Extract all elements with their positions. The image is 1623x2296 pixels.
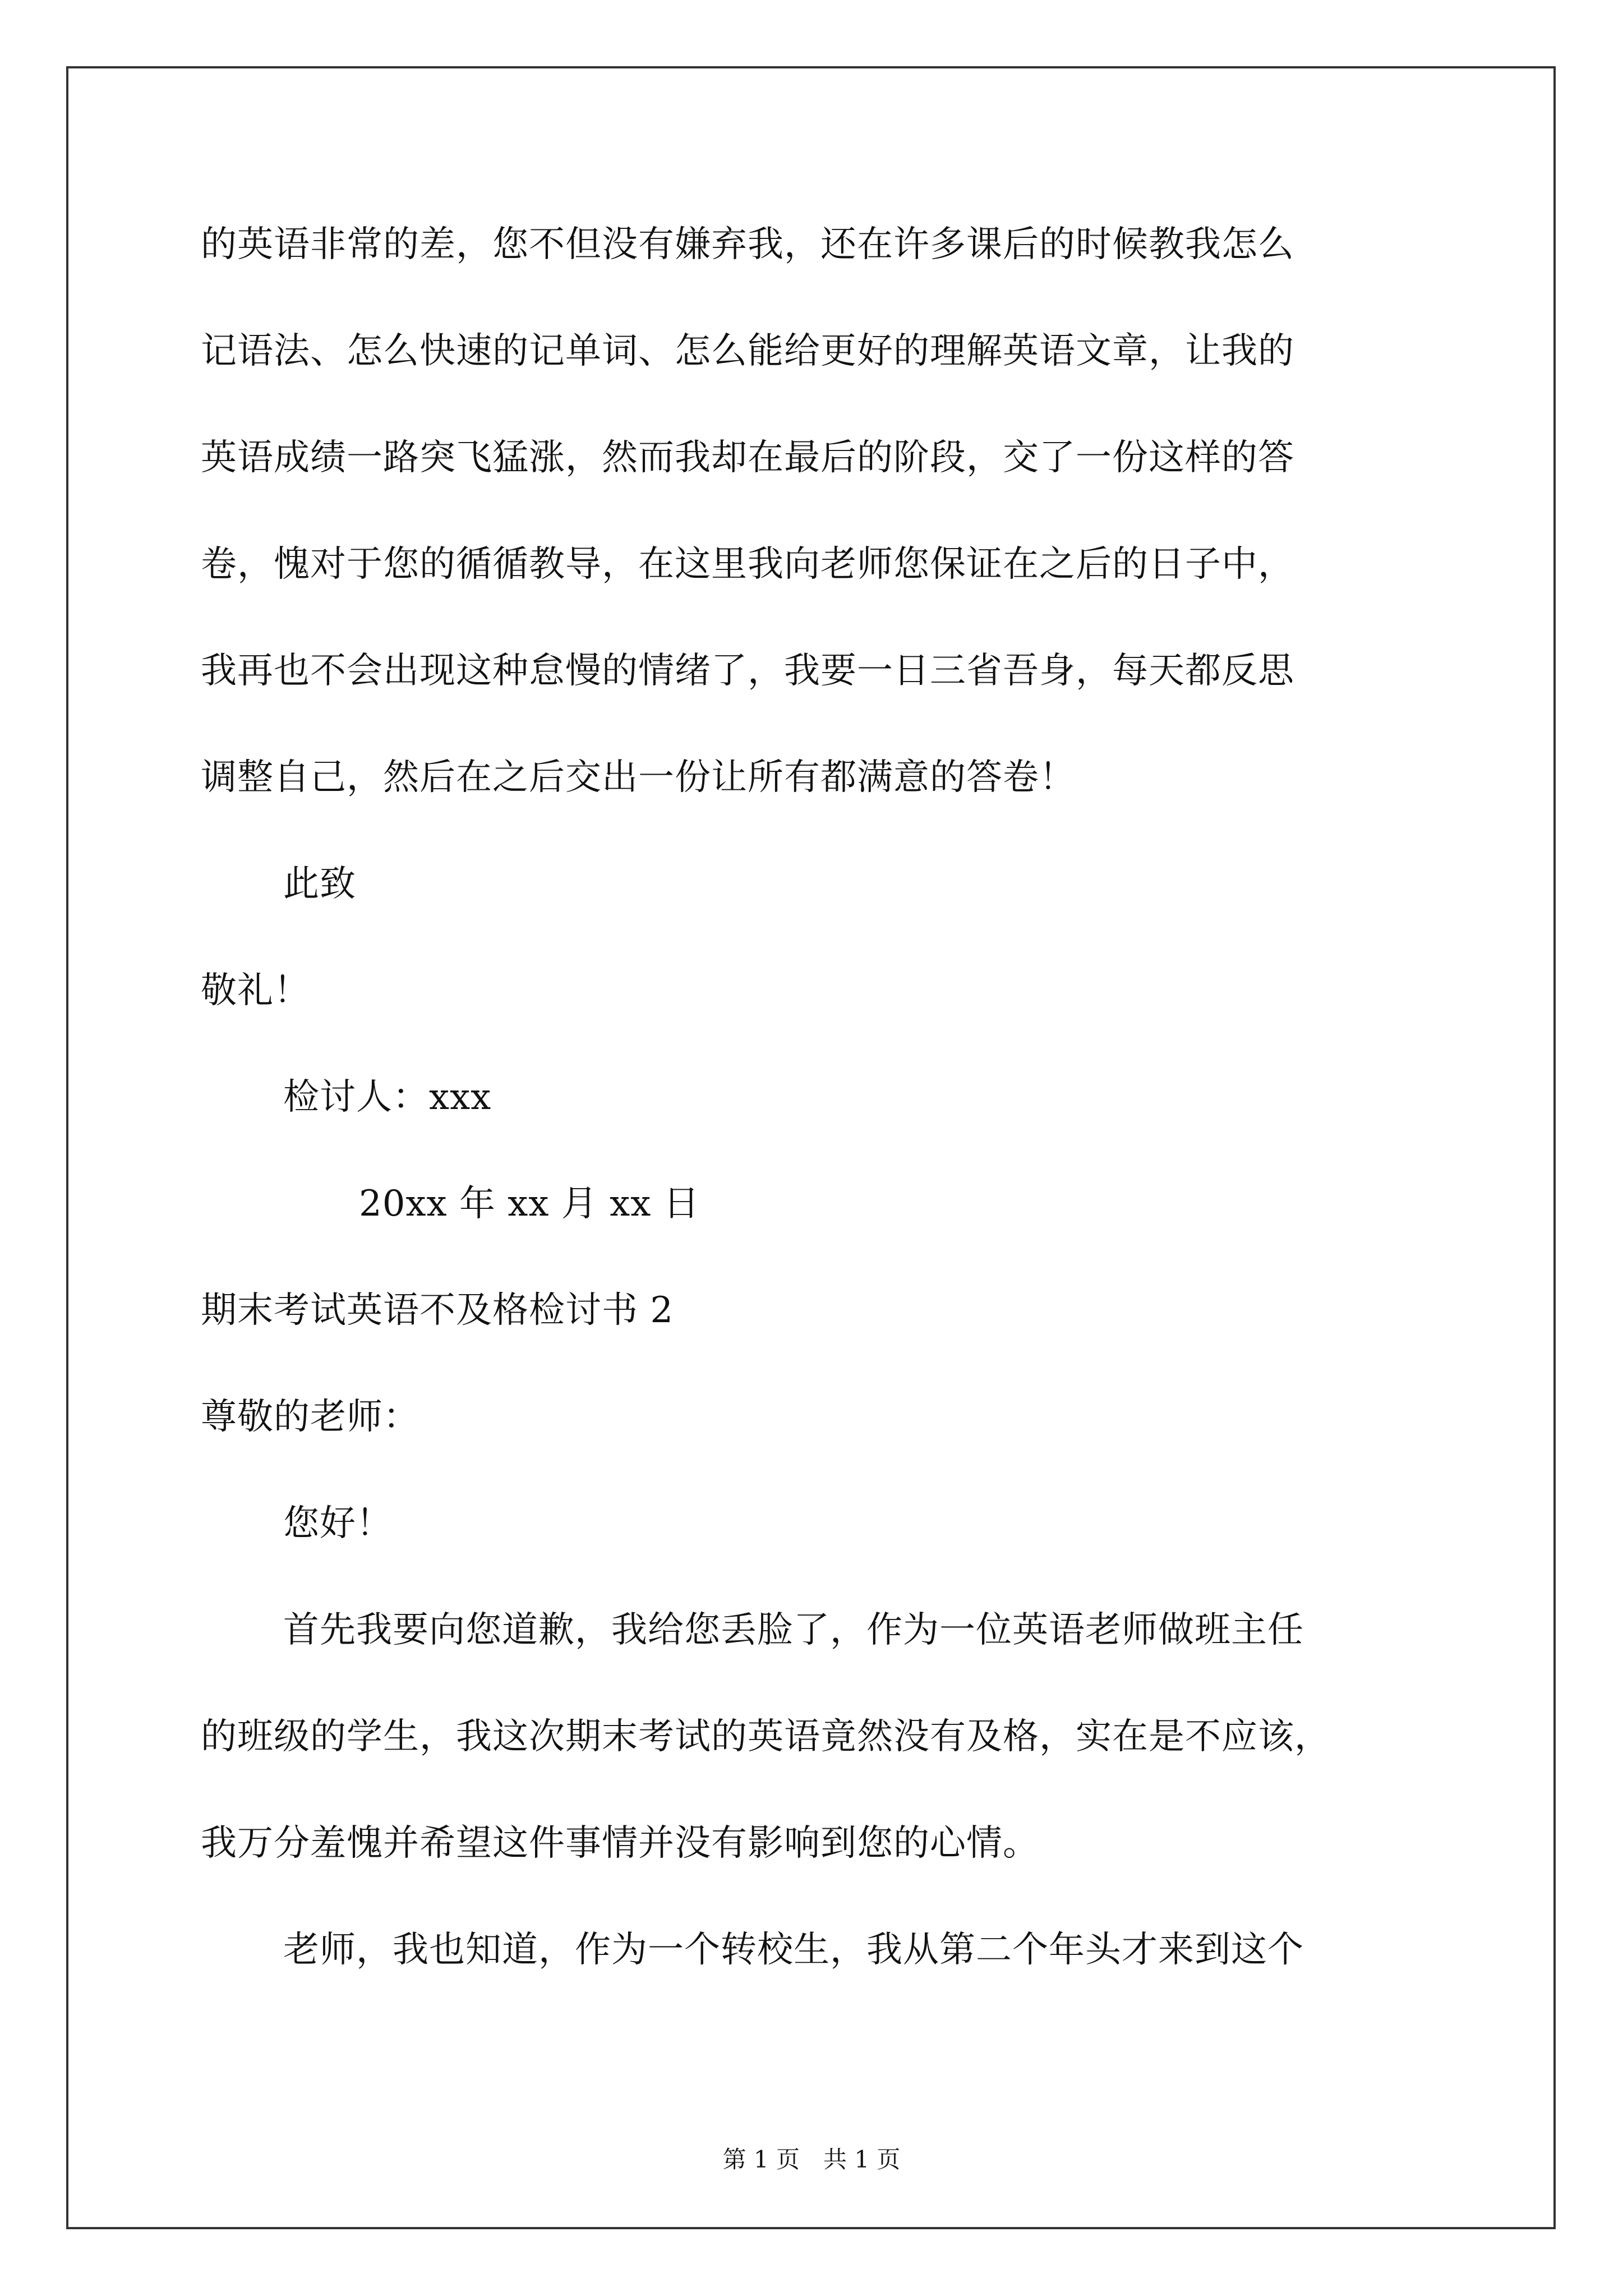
date-text: 20xx 年 xx 月 xx 日: [359, 1183, 700, 1225]
body-line-4: 卷，愧对于您的循循教导，在这里我向老师您保证在之后的日子中，: [201, 544, 1294, 585]
hello-text: 您好！: [283, 1503, 393, 1544]
salute-text: 敬礼！: [201, 970, 310, 1011]
paragraph3-line-1: 老师，我也知道，作为一个转校生，我从第二个年头才来到这个: [283, 1929, 1304, 1971]
body-line-6: 调整自己，然后在之后交出一份让所有都满意的答卷！: [201, 757, 1076, 798]
page-border: [66, 66, 1556, 2229]
page-footer: 第 1 页 共 1 页: [722, 2146, 901, 2173]
paragraph2-line-3: 我万分羞愧并希望这件事情并没有影响到您的心情。: [201, 1823, 1039, 1864]
paragraph2-line-1: 首先我要向您道歉，我给您丢脸了，作为一位英语老师做班主任: [283, 1609, 1304, 1651]
closing-text: 此致: [283, 863, 356, 905]
body-line-3: 英语成绩一路突飞猛涨，然而我却在最后的阶段，交了一份这样的答: [201, 437, 1294, 478]
signer-text: 检讨人：xxx: [283, 1076, 492, 1118]
body-line-2: 记语法、怎么快速的记单词、怎么能给更好的理解英语文章，让我的: [201, 330, 1294, 372]
section-title: 期末考试英语不及格检讨书 2: [201, 1290, 674, 1331]
greeting-text: 尊敬的老师：: [201, 1396, 419, 1438]
body-line-1: 的英语非常的差，您不但没有嫌弃我，还在许多课后的时候教我怎么: [201, 224, 1294, 265]
body-line-5: 我再也不会出现这种怠慢的情绪了，我要一日三省吾身，每天都反思: [201, 650, 1294, 692]
paragraph2-line-2: 的班级的学生，我这次期末考试的英语竟然没有及格，实在是不应该，: [201, 1716, 1331, 1757]
